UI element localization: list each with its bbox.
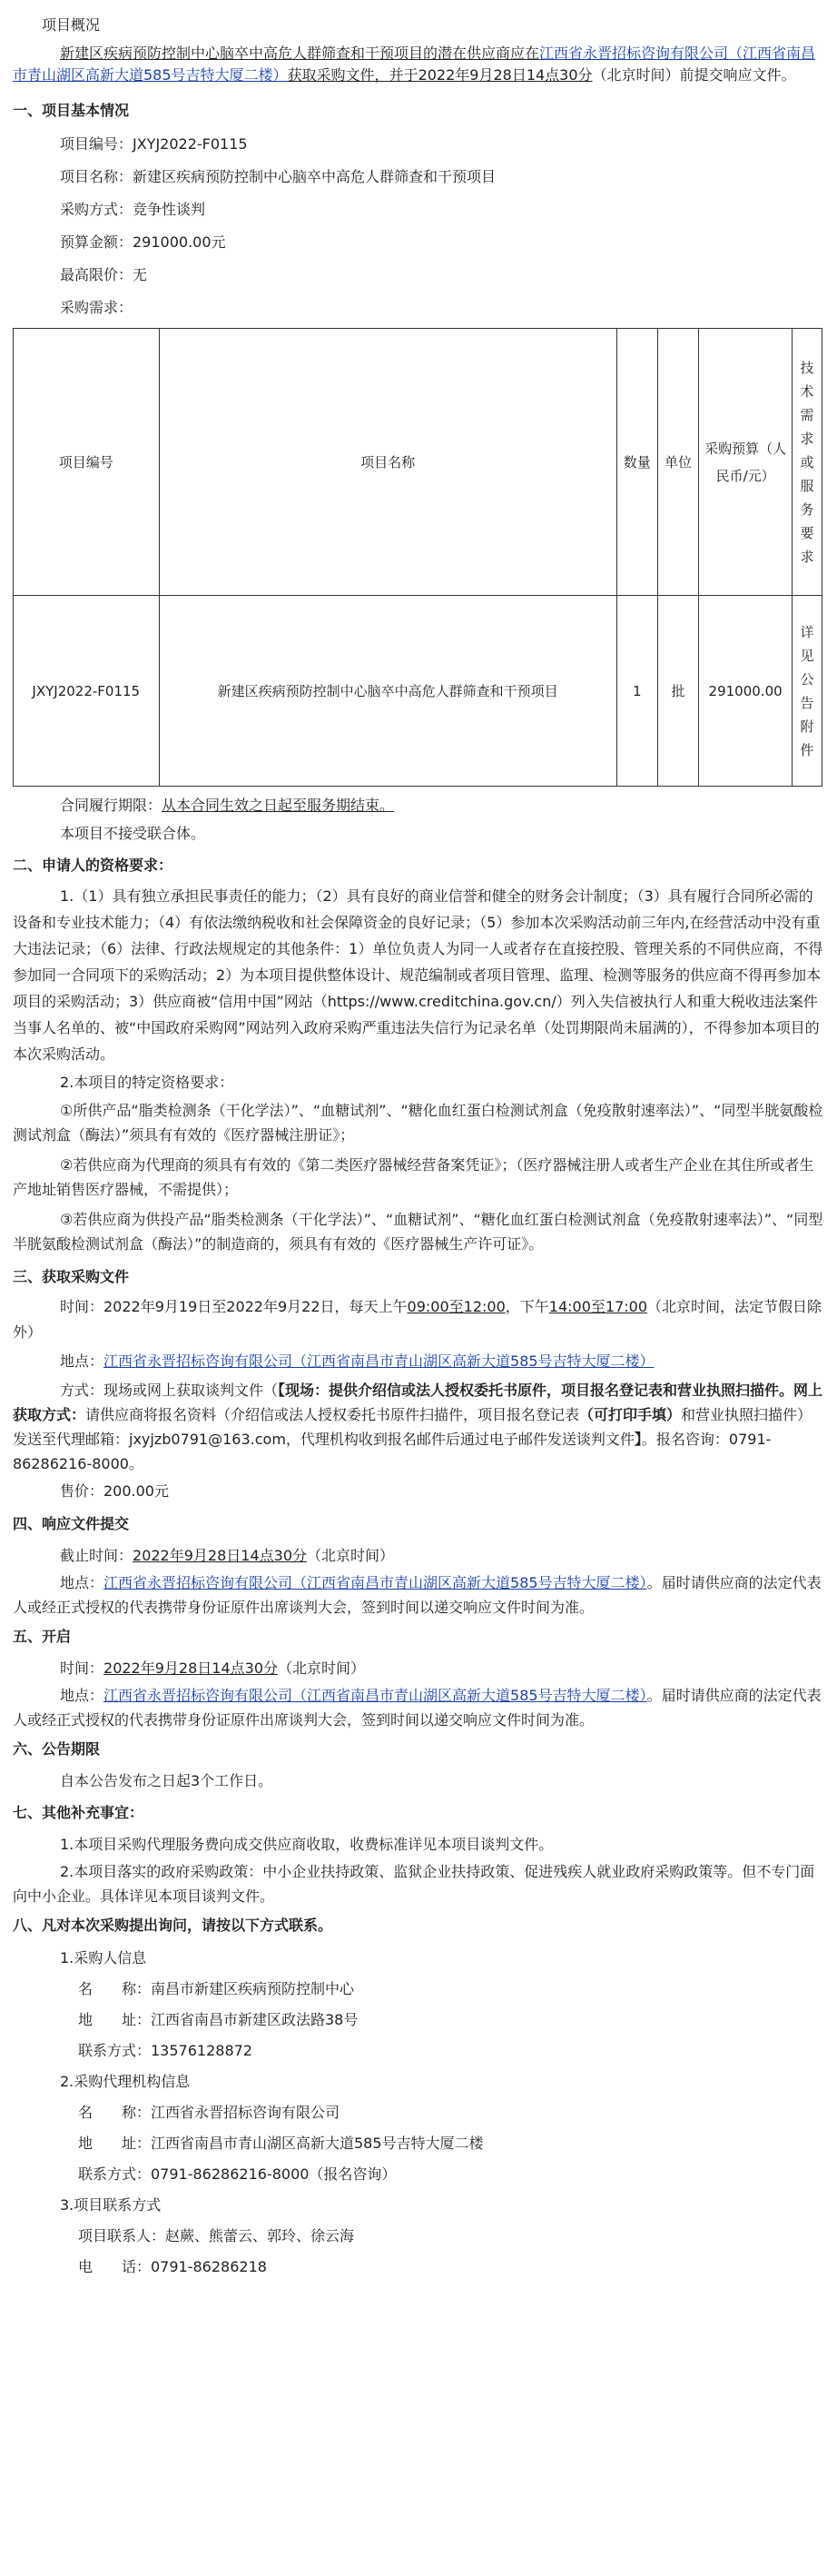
agent-phone: 联系方式：0791-86286216-8000（报名咨询） [78,2165,397,2183]
project-name: 项目名称：新建区疾病预防控制中心脑卒中高危人群筛查和干预项目 [60,168,497,185]
contact-title: 3.项目联系方式 [60,2196,162,2214]
section-title: 五、开启 [13,1628,72,1645]
submission-deadline: 截止时间：2022年9月28日14点30分（北京时间） [60,1547,395,1564]
acquisition-place: 地点：江西省永晋招标咨询有限公司（江西省南昌市青山湖区高新大道585号吉特大厦二楼） [60,1352,655,1370]
buyer-info-title: 1.采购人信息 [60,1949,147,1967]
requirements-label: 采购需求： [60,299,133,316]
supplementary-item: 1.本项目采购代理服务费向成交供应商收取，收费标准详见本项目谈判文件。 [60,1836,554,1853]
submission-place: 地点：江西省永晋招标咨询有限公司（江西省南昌市青山湖区高新大道585号吉特大厦二楼）。届时请供应商的法定代表人或经正式授权的代表携带身份证原件出席谈判大会，签到时间以递交响应文件时间为准。 [13,1574,822,1616]
procurement-method: 采购方式：竞争性谈判 [60,201,206,218]
header-tech-requirements: 技术需求或服务要求 [793,329,822,596]
contract-period: 合同履行期限：从本合同生效之日起至服务期结束。 [60,797,395,814]
section-title: 二、申请人的资格要求： [13,857,173,874]
supplementary-item: 2.本项目落实的政府采购政策：中小企业扶持政策、监狱企业扶持政策、促进残疾人就业政府采购政策等。但不专门面向中小企业。具体详见本项目谈判文件。 [13,1863,815,1905]
buyer-phone: 联系方式：13576128872 [78,2042,252,2059]
budget-amount: 预算金额：291000.00元 [60,233,226,251]
cell-quantity: 1 [616,596,657,787]
qualification-item: ③若供应商为供投产品“脂类检测条（干化学法）”、“血糖试剂”、“糖化血红蛋白检测试剂盒（免疫散射速率法）”、“同型半胱氨酸检测试剂盒（酶法）”的制造商的，须具有有效的《医疗器械生产许可证》。 [13,1211,823,1253]
agency-address-link[interactable]: 江西省永晋招标咨询有限公司（江西省南昌市青山湖区高新大道585号吉特大厦二楼） [103,1574,647,1591]
document-price: 售价：200.00元 [60,1482,169,1500]
header-budget: 采购预算（人民币/元） [699,329,793,596]
opening-time: 时间：2022年9月28日14点30分（北京时间） [60,1660,366,1677]
qualification-general: 1.（1）具有独立承担民事责任的能力；（2）具有良好的商业信誉和健全的财务会计制度；（3）具有履行合同所必需的设备和专业技术能力；（4）有依法缴纳税收和社会保障资金的良好记录；（5）参加本次采购活动前三年内,在经营活动中没有重大违法记录；（6）法律、行政法规规定的其他条件：1）单位负责人为同一人或者存在直接控股、管理关系的不同供应商，不得参加同一合同项下的采购活动；2）为本项目提供整体设计、规范编制或者项目管理、监理、检测等服务的供应商不得再参加本项目的采购活动；3）供应商被“信用中国”网站（https://www.creditchina.gov.cn/）列入失信被执行人和重大税收违法案件当事人名单的、被“中国政府采购网”网站列入政府采购严重违法失信行为记录名单（处罚期限尚未届满的），不得参加本项目的本次采购活动。 [13,887,823,1063]
qualification-specific-label: 2.本项目的特定资格要求： [60,1074,234,1091]
section-title: 四、响应文件提交 [13,1515,130,1532]
contact-people: 项目联系人：赵蕨、熊蕾云、郭玲、徐云海 [78,2227,355,2244]
section-title: 一、项目基本情况 [13,102,130,119]
cell-budget: 291000.00 [699,596,793,787]
cell-project-number: JXYJ2022-F0115 [14,596,160,787]
header-unit: 单位 [657,329,698,596]
contact-phone: 电 话：0791-86286218 [78,2258,267,2275]
agency-link[interactable]: 江西省永晋招标咨询有限公司（江西省南昌市青山湖区高新大道585号吉特大厦二楼） [13,45,816,84]
section-title: 七、其他补充事宜： [13,1804,144,1821]
buyer-address: 地 址：江西省南昌市新建区政法路38号 [78,2011,359,2028]
section-title: 六、公告期限 [13,1740,101,1758]
overview-text: 新建区疾病预防控制中心脑卒中高危人群筛查和干预项目的潜在供应商应在江西省永晋招标咨询有限公司（江西省南昌市青山湖区高新大道585号吉特大厦二楼）获取采购文件，并于2022年9月28日14点30分（北京时间）前提交响应文件。 [13,45,816,84]
section-title: 八、凡对本次采购提出询问，请按以下方式联系。 [13,1917,333,1934]
opening-place: 地点：江西省永晋招标咨询有限公司（江西省南昌市青山湖区高新大道585号吉特大厦二楼）。届时请供应商的法定代表人或经正式授权的代表携带身份证原件出席谈判大会，签到时间以递交响应文件时间为准。 [13,1687,822,1729]
overview-heading: 项目概况 [42,16,101,34]
acquisition-method: 方式：现场或网上获取谈判文件（【现场：提供介绍信或法人授权委托书原件，项目报名登记表和营业执照扫描件。网上获取方式：请供应商将报名资料（介绍信或法人授权委托书原件扫描件，项目报名登记表（可打印手填）和营业执照扫描件）发送至代理邮箱：jxyjzb0791@163.com，代理机构收到报名邮件后通过电子邮件发送谈判文件】。报名咨询：0791-86286216-8000。 [13,1382,823,1472]
qualification-item: ②若供应商为代理商的须具有有效的《第二类医疗器械经营备案凭证》；（医疗器械注册人或者生产企业在其住所或者生产地址销售医疗器械，不需提供）； [13,1156,814,1198]
max-price: 最高限价：无 [60,266,148,283]
consortium-note: 本项目不接受联合体。 [60,825,206,842]
agent-info-title: 2.采购代理机构信息 [60,2073,191,2090]
agent-address: 地 址：江西省南昌市青山湖区高新大道585号吉特大厦二楼 [78,2135,484,2152]
announcement-period: 自本公告发布之日起3个工作日。 [60,1772,273,1789]
section-title: 三、获取采购文件 [13,1268,130,1285]
deadline-date: 2022年9月28日14点30分 [418,66,593,84]
header-project-number: 项目编号 [14,329,160,596]
project-number: 项目编号：JXYJ2022-F0115 [60,135,248,153]
cell-unit: 批 [657,596,698,787]
cell-tech-requirements: 详见公告附件 [793,596,822,787]
acquisition-time: 时间：2022年9月19日至2022年9月22日，每天上午09:00至12:00，下午14:00至17:00（北京时间，法定节假日除外） [13,1298,822,1341]
table-header-row [14,329,822,596]
header-quantity: 数量 [616,329,657,596]
header-project-name: 项目名称 [159,329,616,596]
qualification-item: ①所供产品“脂类检测条（干化学法）”、“血糖试剂”、“糖化血红蛋白检测试剂盒（免疫散射速率法）”、“同型半胱氨酸检测试剂盒（酶法）”须具有有效的《医疗器械注册证》； [13,1102,823,1144]
agency-address-link[interactable]: 江西省永晋招标咨询有限公司（江西省南昌市青山湖区高新大道585号吉特大厦二楼） [103,1687,647,1704]
table-row [14,596,822,787]
agency-address-link[interactable]: 江西省永晋招标咨询有限公司（江西省南昌市青山湖区高新大道585号吉特大厦二楼） [103,1352,655,1370]
cell-project-name: 新建区疾病预防控制中心脑卒中高危人群筛查和干预项目 [159,596,616,787]
agent-name: 名 称：江西省永晋招标咨询有限公司 [78,2104,340,2121]
buyer-name: 名 称：南昌市新建区疾病预防控制中心 [78,1980,355,1997]
requirements-table [13,328,822,787]
